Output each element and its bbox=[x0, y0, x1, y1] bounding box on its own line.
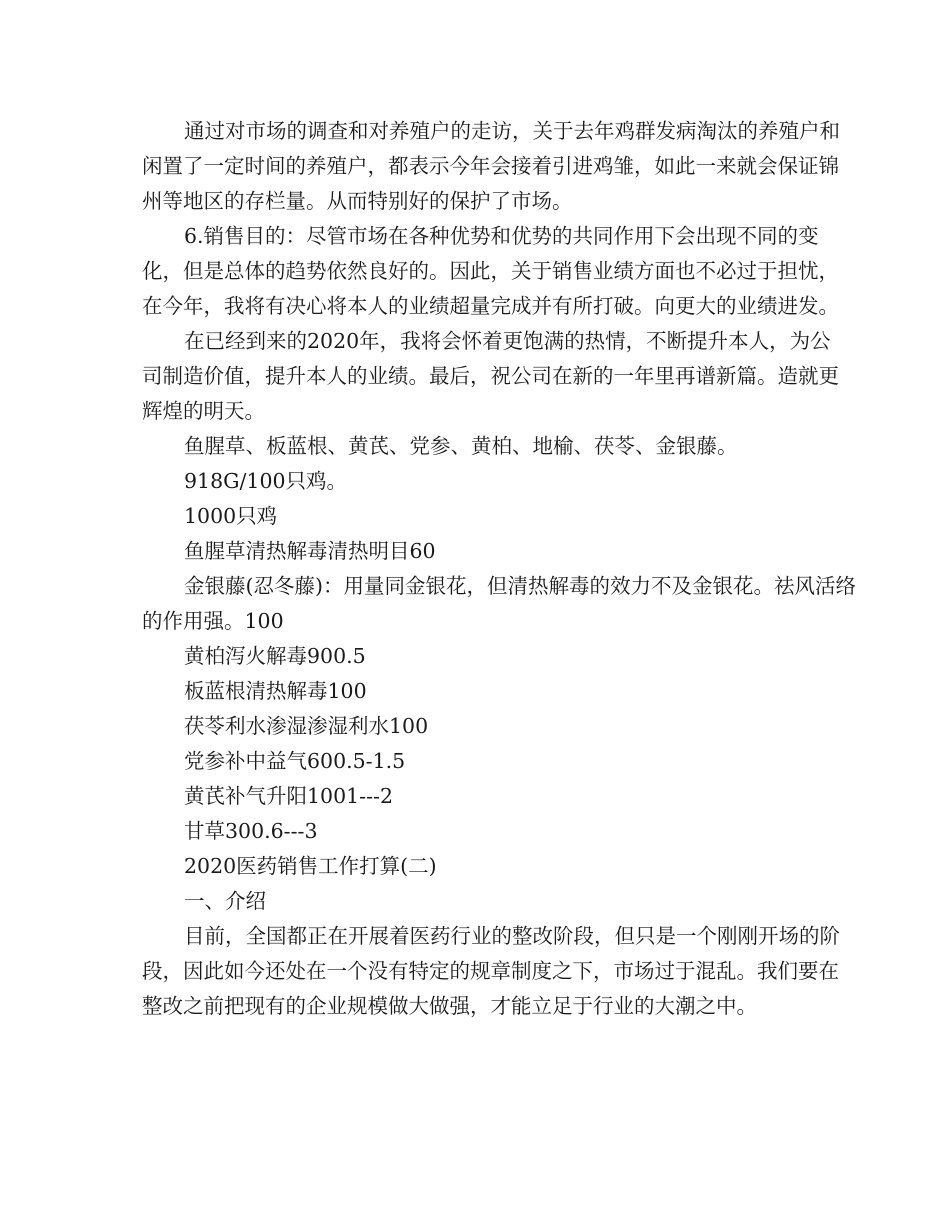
paragraph-herb-huangqi: 黄芪补气升阳1001---2 bbox=[184, 784, 393, 808]
paragraph-herb-gancao: 甘草300.6---3 bbox=[184, 819, 318, 843]
paragraph-market-survey: 通过对市场的调查和对养殖户的走访，关于去年鸡群发病淘汰的养殖户和闲置了一定时间的养殖户，都表示今年会接着引进鸡雏，如此一来就会保证锦州等地区的存栏量。从而特别好的保护了市场。 bbox=[142, 119, 840, 213]
paragraph-closing-wish: 在已经到来的2020年，我将会怀着更饱满的热情，不断提升本人，为公司制造价值，提升本人的业绩。最后，祝公司在新的一年里再谱新篇。造就更辉煌的明天。 bbox=[142, 329, 839, 423]
section-title-plan-two: 2020医药销售工作打算(二) bbox=[184, 854, 437, 878]
paragraph-flock-size: 1000只鸡 bbox=[184, 504, 278, 528]
paragraph-herb-jinyinteng: 金银藤(忍冬藤)：用量同金银花，但清热解毒的效力不及金银花。祛风活络的作用强。100 bbox=[142, 574, 856, 633]
document-body bbox=[142, 114, 856, 1024]
paragraph-herb-huangbai: 黄柏泻火解毒900.5 bbox=[184, 644, 366, 668]
section-heading-introduction: 一、介绍 bbox=[184, 889, 266, 913]
paragraph-sales-goal: 6.销售目的：尽管市场在各种优势和优势的共同作用下会出现不同的变化，但是总体的趋势依然良好的。因此，关于销售业绩方面也不必过于担忧，在今年，我将有决心将本人的业绩超量完成并有所打破。向更大的业绩进发。 bbox=[142, 224, 839, 318]
paragraph-herb-list: 鱼腥草、板蓝根、黄芪、党参、黄柏、地榆、茯苓、金银藤。 bbox=[184, 434, 738, 458]
paragraph-industry-reform: 目前，全国都正在开展着医药行业的整改阶段，但只是一个刚刚开场的阶段，因此如今还处在一个没有特定的规章制度之下，市场过于混乱。我们要在整改之前把现有的企业规模做大做强，才能立足于行业的大潮之中。 bbox=[142, 924, 840, 1018]
paragraph-herb-dangshen: 党参补中益气600.5-1.5 bbox=[184, 749, 406, 773]
paragraph-dosage-per-100: 918G/100只鸡。 bbox=[184, 469, 348, 493]
paragraph-herb-fuling: 茯苓利水渗湿渗湿利水100 bbox=[184, 714, 429, 738]
paragraph-herb-banlangen: 板蓝根清热解毒100 bbox=[184, 679, 367, 703]
paragraph-herb-yuxingcao: 鱼腥草清热解毒清热明目60 bbox=[184, 539, 436, 563]
